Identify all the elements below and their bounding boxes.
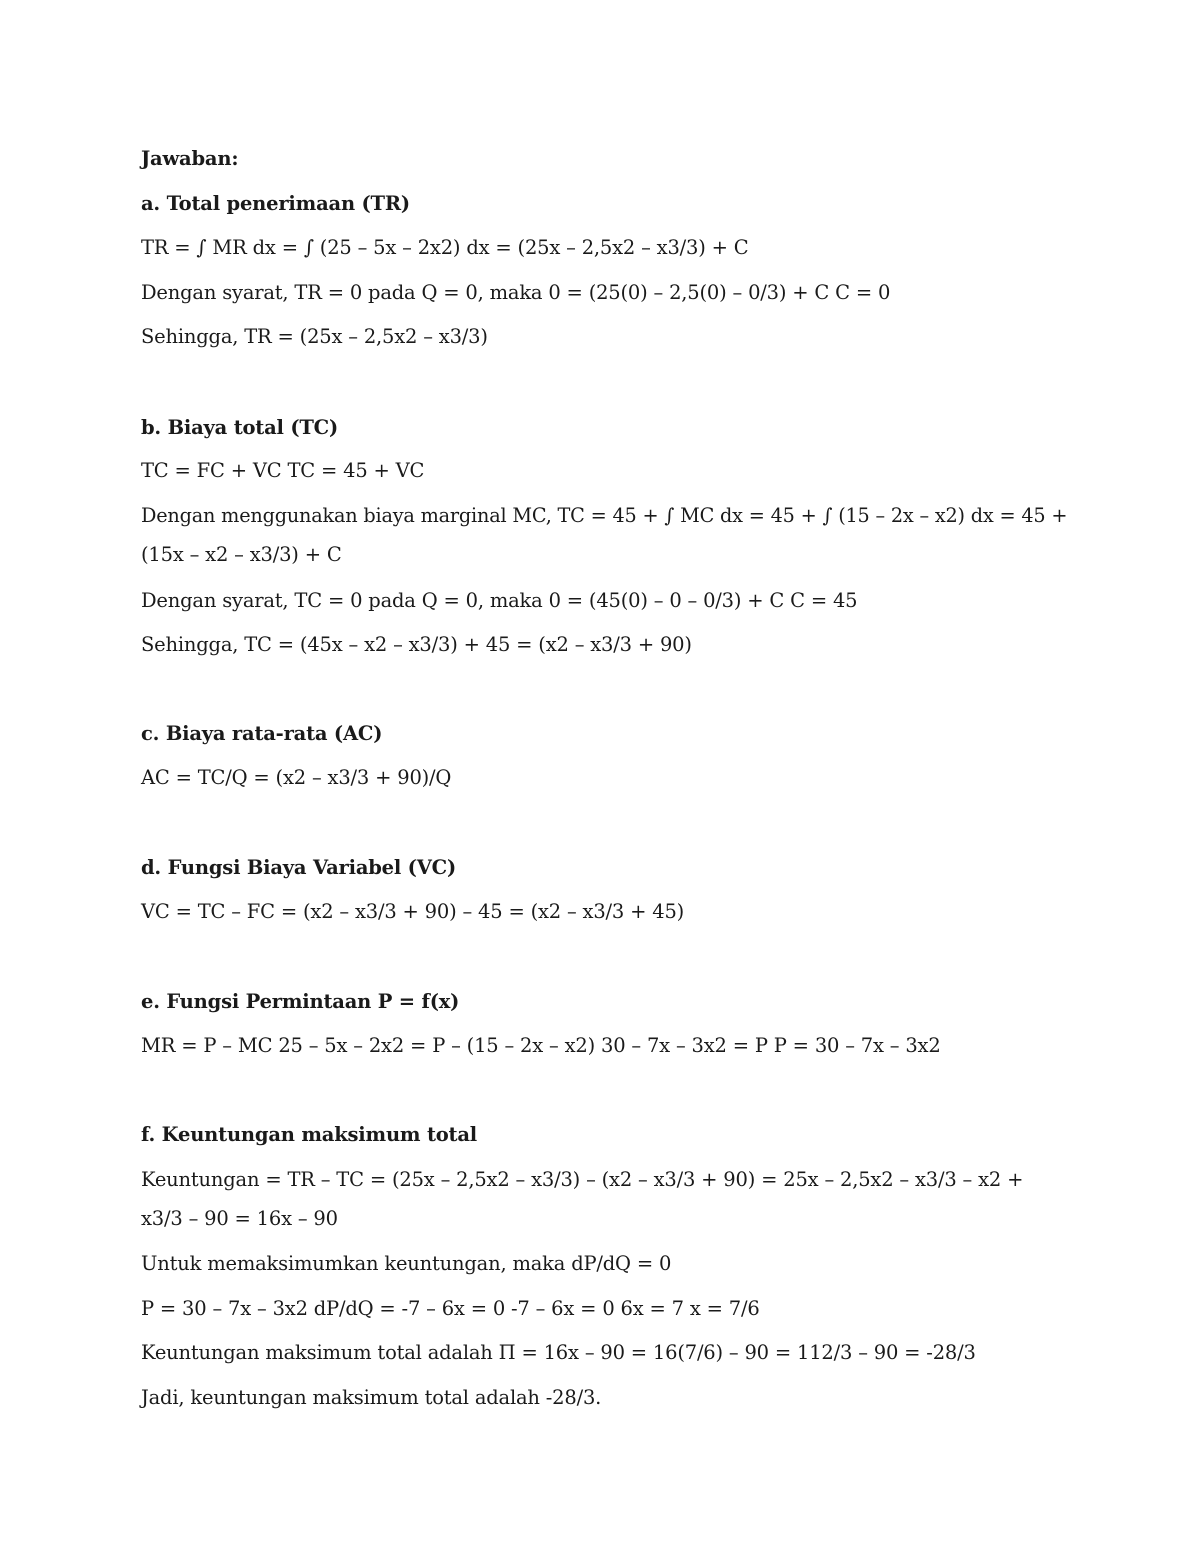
section-f-line-4: P = 30 – 7x – 3x2 dP/dQ = -7 – 6x = 0 -7 – 6x = 0 6x = 7 x = 7/6	[141, 1297, 760, 1320]
section-a-line-3: Sehingga, TR = (25x – 2,5x2 – x3/3)	[141, 325, 488, 348]
section-f-line-2: x3/3 – 90 = 16x – 90	[141, 1207, 338, 1230]
section-d-title: d. Fungsi Biaya Variabel (VC)	[141, 856, 456, 879]
section-d-line-1: VC = TC – FC = (x2 – x3/3 + 90) – 45 = (x2 – x3/3 + 45)	[141, 900, 685, 923]
section-e-title: e. Fungsi Permintaan P = f(x)	[141, 990, 460, 1013]
section-c-line-1: AC = TC/Q = (x2 – x3/3 + 90)/Q	[141, 766, 452, 789]
section-f-line-5: Keuntungan maksimum total adalah Π = 16x – 90 = 16(7/6) – 90 = 112/3 – 90 = -28/3	[141, 1341, 976, 1364]
section-e-line-1: MR = P – MC 25 – 5x – 2x2 = P – (15 – 2x – x2) 30 – 7x – 3x2 = P P = 30 – 7x – 3x2	[141, 1034, 941, 1057]
section-f-line-6: Jadi, keuntungan maksimum total adalah -28/3.	[141, 1386, 602, 1409]
section-f-line-3: Untuk memaksimumkan keuntungan, maka dP/dQ = 0	[141, 1252, 672, 1275]
section-a-line-2: Dengan syarat, TR = 0 pada Q = 0, maka 0 = (25(0) – 2,5(0) – 0/3) + C C = 0	[141, 281, 891, 304]
section-b-title: b. Biaya total (TC)	[141, 416, 339, 439]
section-c-title: c. Biaya rata-rata (AC)	[141, 722, 383, 745]
section-b-line-4: Dengan syarat, TC = 0 pada Q = 0, maka 0 = (45(0) – 0 – 0/3) + C C = 45	[141, 589, 858, 612]
section-a-line-1: TR = ∫ MR dx = ∫ (25 – 5x – 2x2) dx = (25x – 2,5x2 – x3/3) + C	[141, 236, 749, 259]
answer-heading: Jawaban:	[141, 147, 239, 170]
section-b-line-1: TC = FC + VC TC = 45 + VC	[141, 459, 425, 482]
section-f-title: f. Keuntungan maksimum total	[141, 1123, 478, 1146]
section-b-line-5: Sehingga, TC = (45x – x2 – x3/3) + 45 = (x2 – x3/3 + 90)	[141, 633, 692, 656]
section-b-line-2: Dengan menggunakan biaya marginal MC, TC = 45 + ∫ MC dx = 45 + ∫ (15 – 2x – x2) dx = 45 +	[141, 504, 1068, 527]
section-a-title: a. Total penerimaan (TR)	[141, 192, 410, 215]
section-b-line-3: (15x – x2 – x3/3) + C	[141, 543, 342, 566]
section-f-line-1: Keuntungan = TR – TC = (25x – 2,5x2 – x3/3) – (x2 – x3/3 + 90) = 25x – 2,5x2 – x3/3 – x2 +	[141, 1168, 1024, 1191]
